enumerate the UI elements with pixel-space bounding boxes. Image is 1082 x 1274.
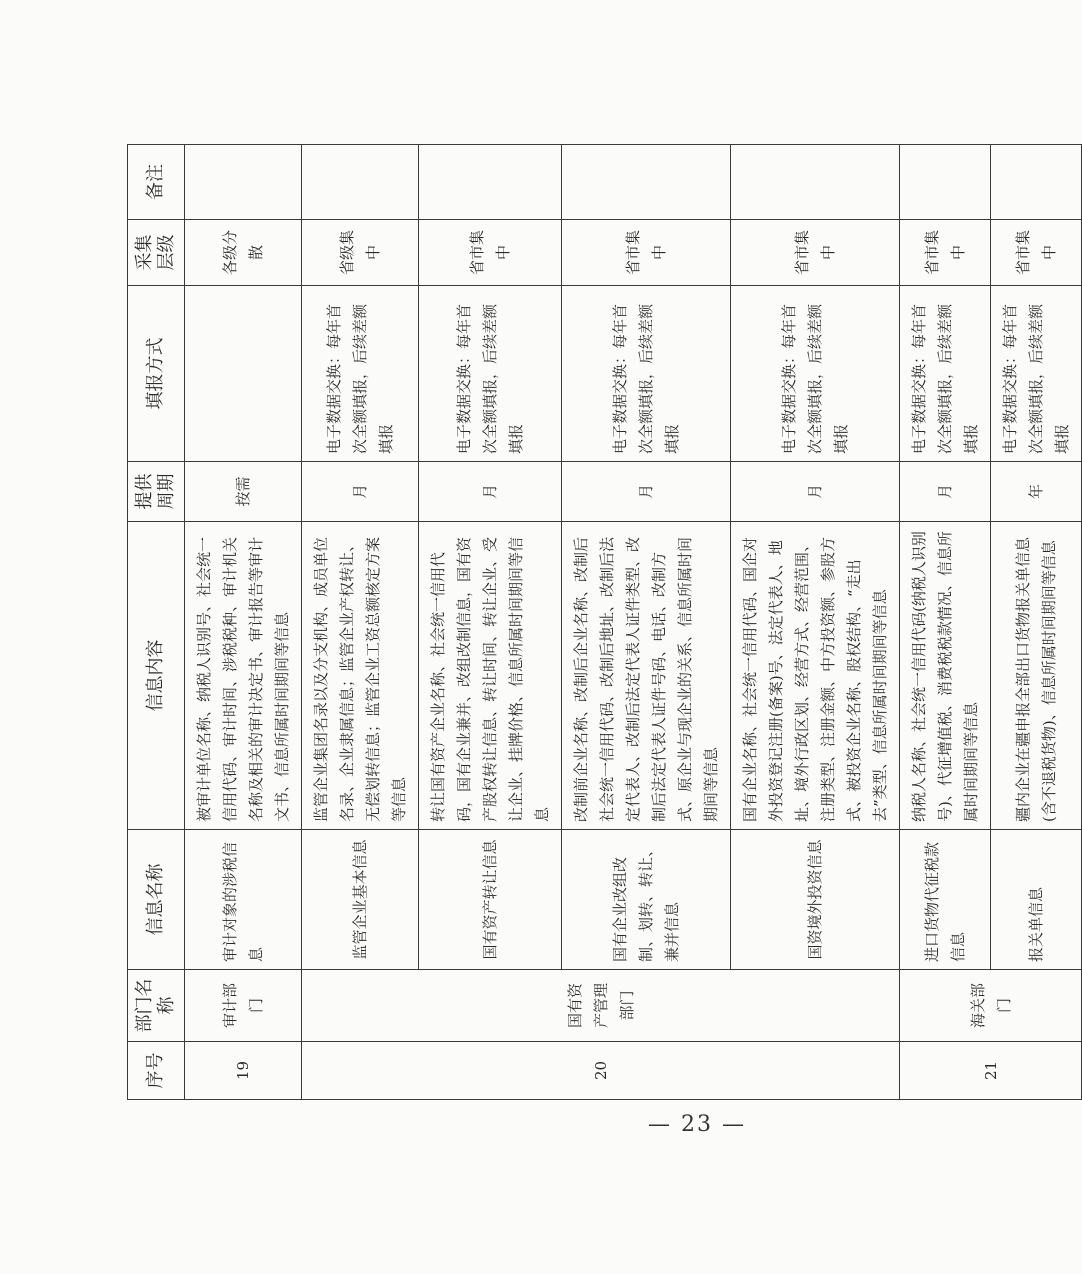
- cell-cycle: 月: [900, 462, 991, 522]
- table-row: [731, 145, 900, 1100]
- cell-info-content: 转让国有资产企业名称、社会统一信用代码，国有企业兼并、改组改制信息，国有资产股权转让信息、转让时间、转让企业、受让企业、挂牌价格、信息所属时间期间等信息: [419, 522, 562, 830]
- header-info-name: 信息名称: [128, 830, 185, 970]
- cell-level: 各级分散: [185, 220, 302, 286]
- cell-info-name: 国有资产转让信息: [419, 830, 562, 970]
- table-row: [900, 145, 991, 1100]
- cell-info-name: 进口货物代征税款信息: [900, 830, 991, 970]
- cell-cycle: 按需: [185, 462, 302, 522]
- table-row: [302, 145, 419, 1100]
- header-method: 填报方式: [128, 286, 185, 462]
- cell-seq: 20: [302, 1042, 900, 1100]
- header-dept: 部门名称: [128, 970, 185, 1042]
- cell-info-content: 监管企业集团名录以及分支机构、成员单位名录、企业隶属信息；监管企业产权转让、无偿划转信息；监管企业工资总额核定方案等信息: [302, 522, 419, 830]
- table-header-row: [128, 145, 185, 1100]
- table-row: [991, 145, 1082, 1100]
- rotated-table-wrapper: [127, 145, 1071, 1100]
- cell-level: 省市集中: [419, 220, 562, 286]
- cell-dept: 审计部门: [185, 970, 302, 1042]
- cell-info-name: 国资境外投资信息: [731, 830, 900, 970]
- cell-method: 电子数据交换：每年首次全额填报，后续差额填报: [302, 286, 419, 462]
- cell-note: [302, 145, 419, 220]
- table-row: [185, 145, 302, 1100]
- cell-cycle: 月: [419, 462, 562, 522]
- header-seq: 序号: [128, 1042, 185, 1100]
- cell-note: [900, 145, 991, 220]
- cell-level: 省市集中: [991, 220, 1082, 286]
- cell-info-name: 报关单信息: [991, 830, 1082, 970]
- cell-note: [562, 145, 731, 220]
- cell-seq: 19: [185, 1042, 302, 1100]
- header-info-content: 信息内容: [128, 522, 185, 830]
- header-level: 采集层级: [128, 220, 185, 286]
- cell-dept: 国有资产管理部门: [302, 970, 900, 1042]
- cell-method: [185, 286, 302, 462]
- cell-note: [185, 145, 302, 220]
- cell-method: 电子数据交换：每年首次全额填报，后续差额填报: [419, 286, 562, 462]
- cell-seq: 21: [900, 1042, 1082, 1100]
- cell-info-name: 国有企业改组改制、划转、转让、兼并信息: [562, 830, 731, 970]
- cell-method: 电子数据交换：每年首次全额填报，后续差额填报: [900, 286, 991, 462]
- cell-info-name: 审计对象的涉税信息: [185, 830, 302, 970]
- cell-cycle: 月: [562, 462, 731, 522]
- page-number: — 23 —: [648, 1112, 746, 1137]
- cell-info-content: 被审计单位名称、纳税人识别号、社会统一信用代码、审计时间、涉税税种、审计机关名称及相关的审计决定书、审计报告等审计文书、信息所属时间期间等信息: [185, 522, 302, 830]
- cell-cycle: 月: [731, 462, 900, 522]
- cell-level: 省市集中: [900, 220, 991, 286]
- cell-dept: 海关部门: [900, 970, 1082, 1042]
- cell-method: 电子数据交换：每年首次全额填报，后续差额填报: [731, 286, 900, 462]
- table-row: [562, 145, 731, 1100]
- cell-info-name: 监管企业基本信息: [302, 830, 419, 970]
- cell-note: [991, 145, 1082, 220]
- cell-note: [419, 145, 562, 220]
- cell-level: 省市集中: [562, 220, 731, 286]
- cell-method: 电子数据交换：每年首次全额填报，后续差额填报: [562, 286, 731, 462]
- cell-info-content: 疆内企业在疆申报全部出口货物报关单信息(含不退税货物)、信息所属时间期间等信息: [991, 522, 1082, 830]
- cell-method: 电子数据交换：每年首次全额填报，后续差额填报: [991, 286, 1082, 462]
- cell-info-content: 改制前企业名称、改制后企业名称、改制后社会统一信用代码、改制后地址、改制后法定代表人、改制后法定代表人证件类型、改制后法定代表人证件号码、电话、改制方式、原企业与现企业的关系、信息所属时间期间等信息: [562, 522, 731, 830]
- cell-cycle: 月: [302, 462, 419, 522]
- cell-info-content: 纳税人名称、社会统一信用代码(纳税人识别号)、代征增值税、消费税税款情况、信息所属时间期间等信息: [900, 522, 991, 830]
- header-note: 备注: [128, 145, 185, 220]
- cell-info-content: 国有企业名称、社会统一信用代码、国企对外投资登记注册(备案)号、法定代表人、地址、境外行政区划、经营方式、经营范围、注册类型、注册金额、中方投资额、参股方式、被投资企业名称、股权结构、“走出去”类型、信息所属时间期间等信息: [731, 522, 900, 830]
- cell-level: 省市集中: [731, 220, 900, 286]
- table-row: [419, 145, 562, 1100]
- cell-note: [731, 145, 900, 220]
- info-table: [127, 144, 1082, 1100]
- header-cycle: 提供周期: [128, 462, 185, 522]
- cell-level: 省级集中: [302, 220, 419, 286]
- cell-cycle: 年: [991, 462, 1082, 522]
